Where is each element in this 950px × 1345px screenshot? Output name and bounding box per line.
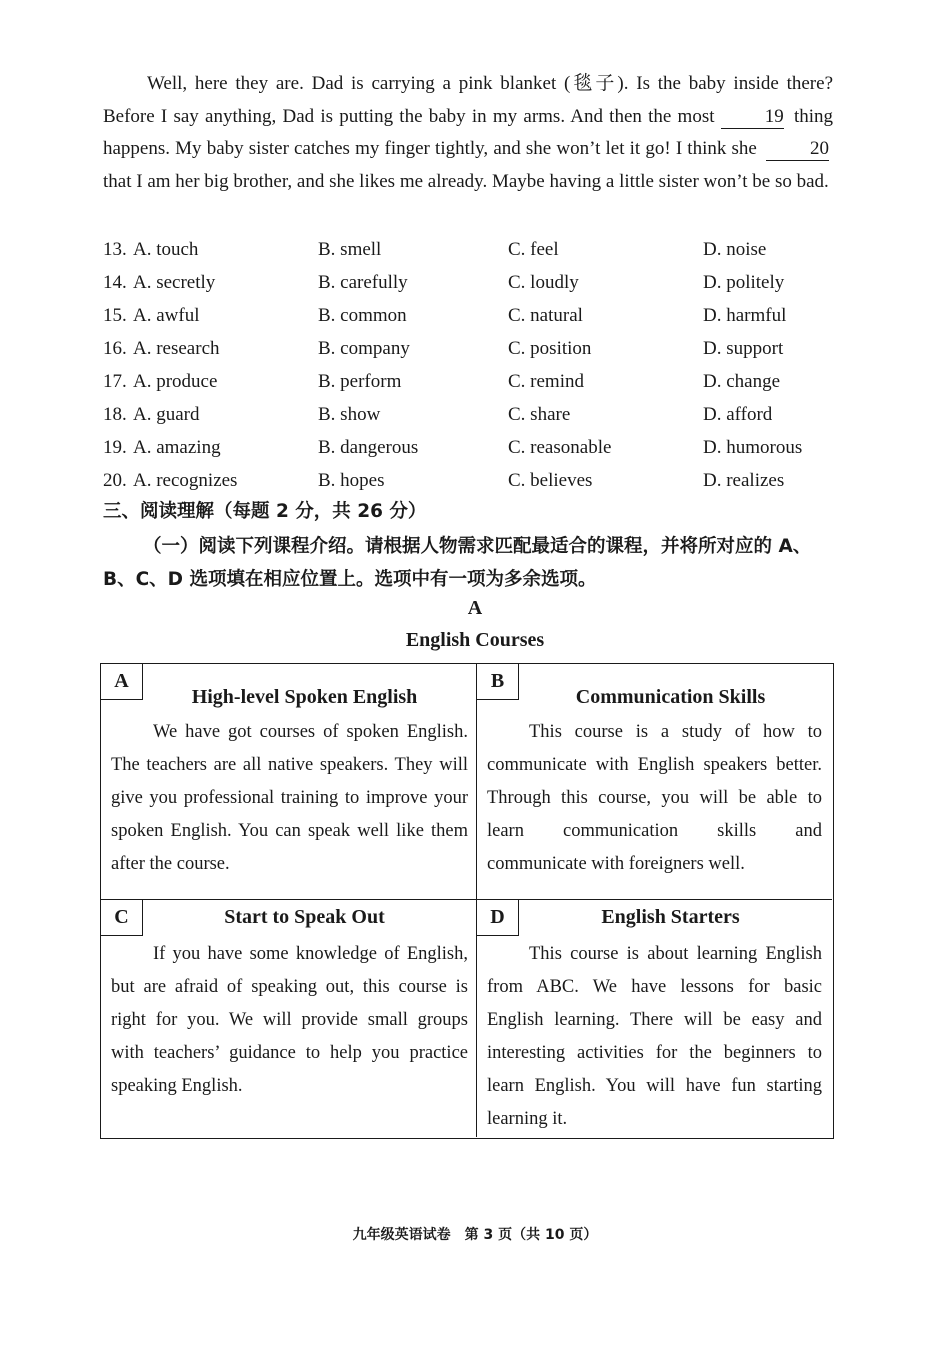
course-card-b	[477, 664, 832, 900]
option-c: C. reasonable	[508, 436, 612, 458]
option-d: D. noise	[703, 238, 767, 260]
course-letter: D	[477, 900, 519, 936]
option-a: A. awful	[133, 304, 200, 326]
option-d: D. humorous	[703, 436, 803, 458]
passage-text-3: that I am her big brother, and she likes me already. Maybe having a little sister won’t be so bad.	[103, 170, 829, 192]
option-c: C. natural	[508, 304, 583, 326]
course-title: Start to Speak Out	[224, 906, 385, 928]
course-text: This course is about learning English from ABC. We have lessons for basic English learning. There will be easy and interesting activities for the beginners to learn English. You will have fun starting learning it.	[487, 944, 822, 1129]
section-title: 三、阅读理解（每题 2 分，共 26 分）	[103, 501, 427, 522]
option-b: B. common	[318, 304, 407, 326]
course-title: Communication Skills	[575, 686, 766, 708]
option-row	[103, 299, 833, 332]
blank-20: 20	[766, 138, 829, 161]
option-row	[103, 266, 833, 299]
question-number: 19.	[103, 436, 127, 458]
course-title: High-level Spoken English	[191, 686, 418, 708]
course-text: We have got courses of spoken English. The teachers are all native speakers. They will give you professional training to improve your spoken English. You can speak well like them after the course.	[111, 722, 468, 874]
course-description	[487, 716, 822, 881]
option-b: B. hopes	[318, 469, 385, 491]
option-row	[103, 398, 833, 431]
course-letter: C	[101, 900, 143, 936]
option-a: A. secretly	[133, 271, 216, 293]
option-c: C. believes	[508, 469, 593, 491]
option-c: C. share	[508, 403, 571, 425]
option-row	[103, 464, 833, 497]
passage-text-2: thing happens. My baby sister catches my finger tightly, and she won’t let it go! I think she	[103, 105, 834, 159]
option-a: A. guard	[133, 403, 200, 425]
option-a: A. amazing	[133, 436, 221, 458]
course-text: This course is a study of how to communicate with English speakers better. Through this course, you will be able to learn communication skills and communicate with foreigners well.	[487, 722, 822, 874]
option-d: D. change	[703, 370, 781, 392]
option-c: C. remind	[508, 370, 584, 392]
course-text: If you have some knowledge of English, but are afraid of speaking out, this course is right for you. We will provide small groups with teachers’ guidance to help you practice speaking English.	[111, 944, 468, 1096]
option-d: D. afford	[703, 403, 773, 425]
question-number: 14.	[103, 271, 127, 293]
instruction-text: （一）阅读下列课程介绍。请根据人物需求匹配最适合的课程，并将所对应的 A、B、C、D 选项填在相应位置上。选项中有一项为多余选项。	[103, 536, 812, 590]
course-description	[111, 716, 468, 881]
option-a: A. produce	[133, 370, 218, 392]
course-letter: A	[101, 664, 143, 700]
course-card-d	[477, 900, 832, 1137]
option-b: B. carefully	[318, 271, 408, 293]
option-b: B. company	[318, 337, 410, 359]
question-number: 18.	[103, 403, 127, 425]
option-d: D. realizes	[703, 469, 785, 491]
option-b: B. smell	[318, 238, 382, 260]
option-c: C. position	[508, 337, 592, 359]
option-c: C. loudly	[508, 271, 579, 293]
option-b: B. show	[318, 403, 381, 425]
question-number: 13.	[103, 238, 127, 260]
option-a: A. research	[133, 337, 220, 359]
cloze-passage	[103, 68, 833, 198]
question-number: 20.	[103, 469, 127, 491]
option-d: D. harmful	[703, 304, 787, 326]
passage-paragraph	[103, 68, 833, 198]
option-a: A. touch	[133, 238, 199, 260]
option-row	[103, 431, 833, 464]
passage-text-1: Well, here they are. Dad is carrying a pink blanket (毯子). Is the baby inside there? Before I say anything, Dad is putting the baby in my arms. And then the most	[103, 73, 833, 127]
option-d: D. support	[703, 337, 784, 359]
reading-title: English Courses	[405, 629, 545, 651]
course-description	[487, 938, 822, 1136]
course-table	[100, 663, 834, 1139]
option-a: A. recognizes	[133, 469, 238, 491]
answer-options	[103, 233, 833, 497]
option-row	[103, 332, 833, 365]
course-description	[111, 938, 468, 1103]
course-letter: B	[477, 664, 519, 700]
course-card-c	[101, 900, 477, 1137]
question-number: 17.	[103, 370, 127, 392]
option-row	[103, 365, 833, 398]
option-b: B. perform	[318, 370, 402, 392]
question-number: 16.	[103, 337, 127, 359]
option-d: D. politely	[703, 271, 785, 293]
option-b: B. dangerous	[318, 436, 419, 458]
section-instruction	[103, 530, 833, 596]
blank-19: 19	[721, 106, 784, 129]
page-footer: 九年级英语试卷 第 3 页（共 10 页）	[352, 1227, 598, 1243]
option-c: C. feel	[508, 238, 559, 260]
course-title: English Starters	[601, 906, 740, 928]
question-number: 15.	[103, 304, 127, 326]
option-row	[103, 233, 833, 266]
reading-letter: A	[467, 597, 483, 619]
course-card-a	[101, 664, 477, 900]
